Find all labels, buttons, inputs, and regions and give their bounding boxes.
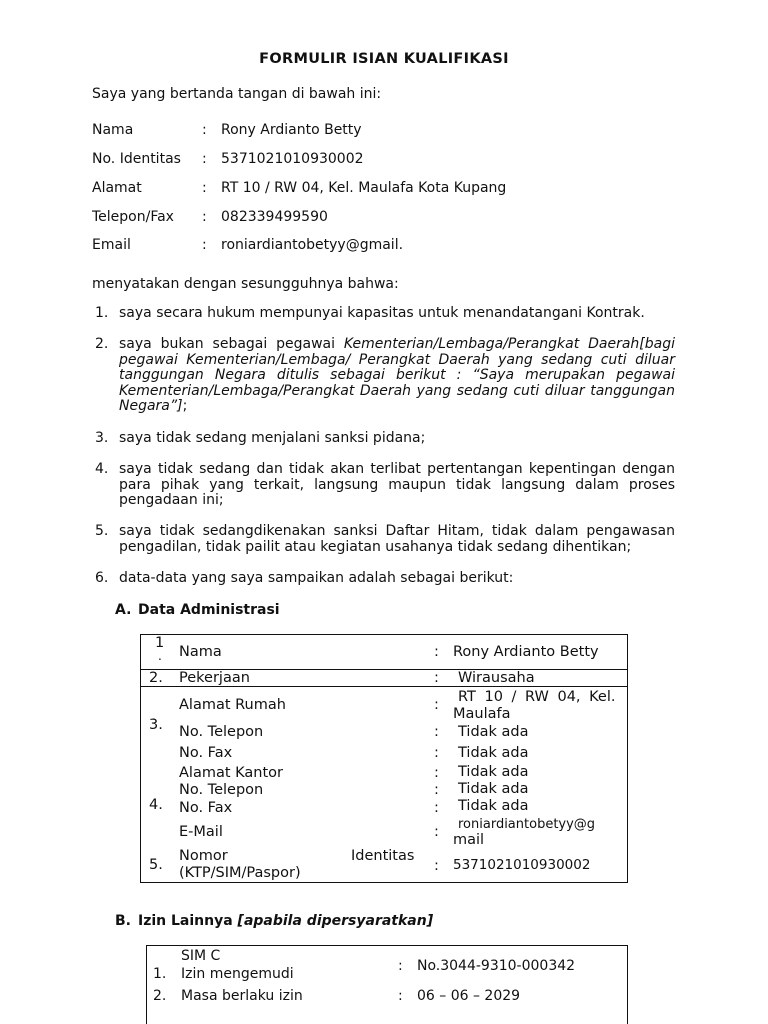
row-value: Rony Ardianto Betty bbox=[453, 644, 599, 660]
field-colon: : bbox=[202, 180, 207, 196]
row-label: E-Mail bbox=[179, 824, 223, 840]
field-colon: : bbox=[202, 237, 207, 253]
row-number: 2. bbox=[153, 988, 167, 1004]
field-label: No. Identitas bbox=[92, 151, 181, 167]
row-colon: : bbox=[434, 745, 439, 761]
row-colon: : bbox=[434, 858, 439, 874]
row-value: 06 – 06 – 2029 bbox=[417, 988, 521, 1004]
row-value: 5371021010930002 bbox=[453, 857, 591, 873]
row-number: 5. bbox=[149, 857, 163, 873]
statement-number: 2. bbox=[95, 336, 109, 352]
row-colon: : bbox=[434, 824, 439, 840]
section-title: Data Administrasi bbox=[138, 602, 280, 618]
intro-text: Saya yang bertanda tangan di bawah ini: bbox=[92, 86, 382, 102]
statement-text bbox=[119, 337, 675, 415]
form-title: FORMULIR ISIAN KUALIFIKASI bbox=[259, 51, 509, 67]
section-letter: B. bbox=[115, 913, 131, 929]
row-label: Identitas bbox=[351, 848, 415, 864]
row-value: Maulafa bbox=[453, 706, 511, 722]
row-value: RT 10 / RW 04, Kel. bbox=[458, 689, 616, 705]
row-label: Alamat Rumah bbox=[179, 697, 286, 713]
section-title-note: [apabila dipersyaratkan] bbox=[237, 913, 434, 929]
row-label: SIM C bbox=[181, 948, 221, 964]
row-colon: : bbox=[398, 958, 403, 974]
row-label: Nomor bbox=[179, 848, 228, 864]
row-colon: : bbox=[434, 765, 439, 781]
field-identitas bbox=[92, 151, 692, 169]
row-value: roniardiantobetyy@g bbox=[458, 817, 596, 832]
row-number-dot: . bbox=[158, 649, 162, 663]
row-value: Tidak ada bbox=[458, 764, 529, 780]
field-nama bbox=[92, 122, 692, 140]
field-value: 082339499590 bbox=[221, 209, 328, 225]
field-label: Alamat bbox=[92, 180, 142, 196]
field-label: Telepon/Fax bbox=[92, 209, 174, 225]
field-colon: : bbox=[202, 122, 207, 138]
field-value: 5371021010930002 bbox=[221, 151, 364, 167]
row-label: Masa berlaku izin bbox=[181, 988, 303, 1004]
field-label: Nama bbox=[92, 122, 134, 138]
field-value: Rony Ardianto Betty bbox=[221, 122, 362, 138]
row-label: No. Fax bbox=[179, 800, 233, 816]
row-colon: : bbox=[398, 988, 403, 1004]
declaration-intro: menyatakan dengan sesungguhnya bahwa: bbox=[92, 276, 399, 292]
field-email bbox=[92, 237, 692, 255]
row-colon: : bbox=[434, 782, 439, 798]
row-value: Wirausaha bbox=[458, 670, 535, 686]
statement-text: data-data yang saya sampaikan adalah sebagai berikut: bbox=[119, 570, 514, 586]
field-colon: : bbox=[202, 209, 207, 225]
field-label: Email bbox=[92, 237, 131, 253]
row-colon: : bbox=[434, 724, 439, 740]
statement-number: 3. bbox=[95, 430, 109, 446]
row-label: Alamat Kantor bbox=[179, 765, 283, 781]
statement-text: saya tidak sedang menjalani sanksi pidana; bbox=[119, 430, 426, 446]
izin-table bbox=[146, 945, 628, 1024]
statement-text: saya tidak sedang dan tidak akan terlibat pertentangan kepentingan dengan para pihak yang terkait, langsung maupun tidak langsung dalam proses pengadaan ini; bbox=[119, 461, 675, 508]
row-number: 1 bbox=[155, 635, 165, 651]
statement-number: 5. bbox=[95, 523, 109, 539]
row-label: No. Telepon bbox=[179, 724, 264, 740]
row-colon: : bbox=[434, 644, 439, 660]
row-label: Izin mengemudi bbox=[181, 966, 294, 982]
row-label: Pekerjaan bbox=[179, 670, 250, 686]
row-value: mail bbox=[453, 832, 485, 848]
row-colon: : bbox=[434, 670, 439, 686]
row-label: Nama bbox=[179, 644, 222, 660]
statement-text: saya tidak sedangdikenakan sanksi Daftar Hitam, tidak dalam pengawasan pengadilan, tidak pailit atau kegiatan usahanya tidak sedang dihentikan; bbox=[119, 523, 675, 555]
field-alamat bbox=[92, 180, 692, 198]
statement-text-italic: Kementerian/Lembaga/Perangkat Daerah[bagi pegawai Kementerian/Lembaga/ Perangkat Daerah yang sedang cuti diluar tanggungan Negara ditulis sebagai berikut : “Saya merupakan pegawai Kementerian/Lembaga/Perangkat Daerah yang sedang cuti diluar tanggungan Negara”] bbox=[119, 336, 675, 414]
row-number: 2. bbox=[149, 670, 163, 686]
field-value: RT 10 / RW 04, Kel. Maulafa Kota Kupang bbox=[221, 180, 507, 196]
section-title: Izin Lainnya bbox=[138, 913, 238, 929]
row-value: Tidak ada bbox=[458, 781, 529, 797]
field-telepon bbox=[92, 209, 692, 227]
statement-number: 4. bbox=[95, 461, 109, 477]
row-label: (KTP/SIM/Paspor) bbox=[179, 865, 301, 881]
section-a-heading bbox=[115, 602, 280, 618]
row-label: No. Fax bbox=[179, 745, 233, 761]
row-colon: : bbox=[434, 800, 439, 816]
statement-text: saya secara hukum mempunyai kapasitas untuk menandatangani Kontrak. bbox=[119, 305, 645, 321]
statement-number: 1. bbox=[95, 305, 109, 321]
row-number: 1. bbox=[153, 966, 167, 982]
row-number: 3. bbox=[149, 717, 163, 733]
field-colon: : bbox=[202, 151, 207, 167]
row-divider bbox=[141, 686, 627, 687]
row-value: Tidak ada bbox=[458, 724, 529, 740]
row-value: No.3044-9310-000342 bbox=[417, 958, 576, 974]
statement-number: 6. bbox=[95, 570, 109, 586]
row-label: No. Telepon bbox=[179, 782, 264, 798]
row-value: Tidak ada bbox=[458, 745, 529, 761]
row-number: 4. bbox=[149, 797, 163, 813]
row-value: Tidak ada bbox=[458, 798, 529, 814]
row-colon: : bbox=[434, 697, 439, 713]
administrasi-table bbox=[140, 634, 628, 883]
section-letter: A. bbox=[115, 602, 132, 618]
statement-text-suffix: ; bbox=[182, 398, 188, 414]
statement-text-prefix: saya bukan sebagai pegawai bbox=[119, 336, 344, 352]
field-value: roniardiantobetyy@gmail. bbox=[221, 237, 404, 253]
section-b-heading bbox=[115, 913, 433, 929]
